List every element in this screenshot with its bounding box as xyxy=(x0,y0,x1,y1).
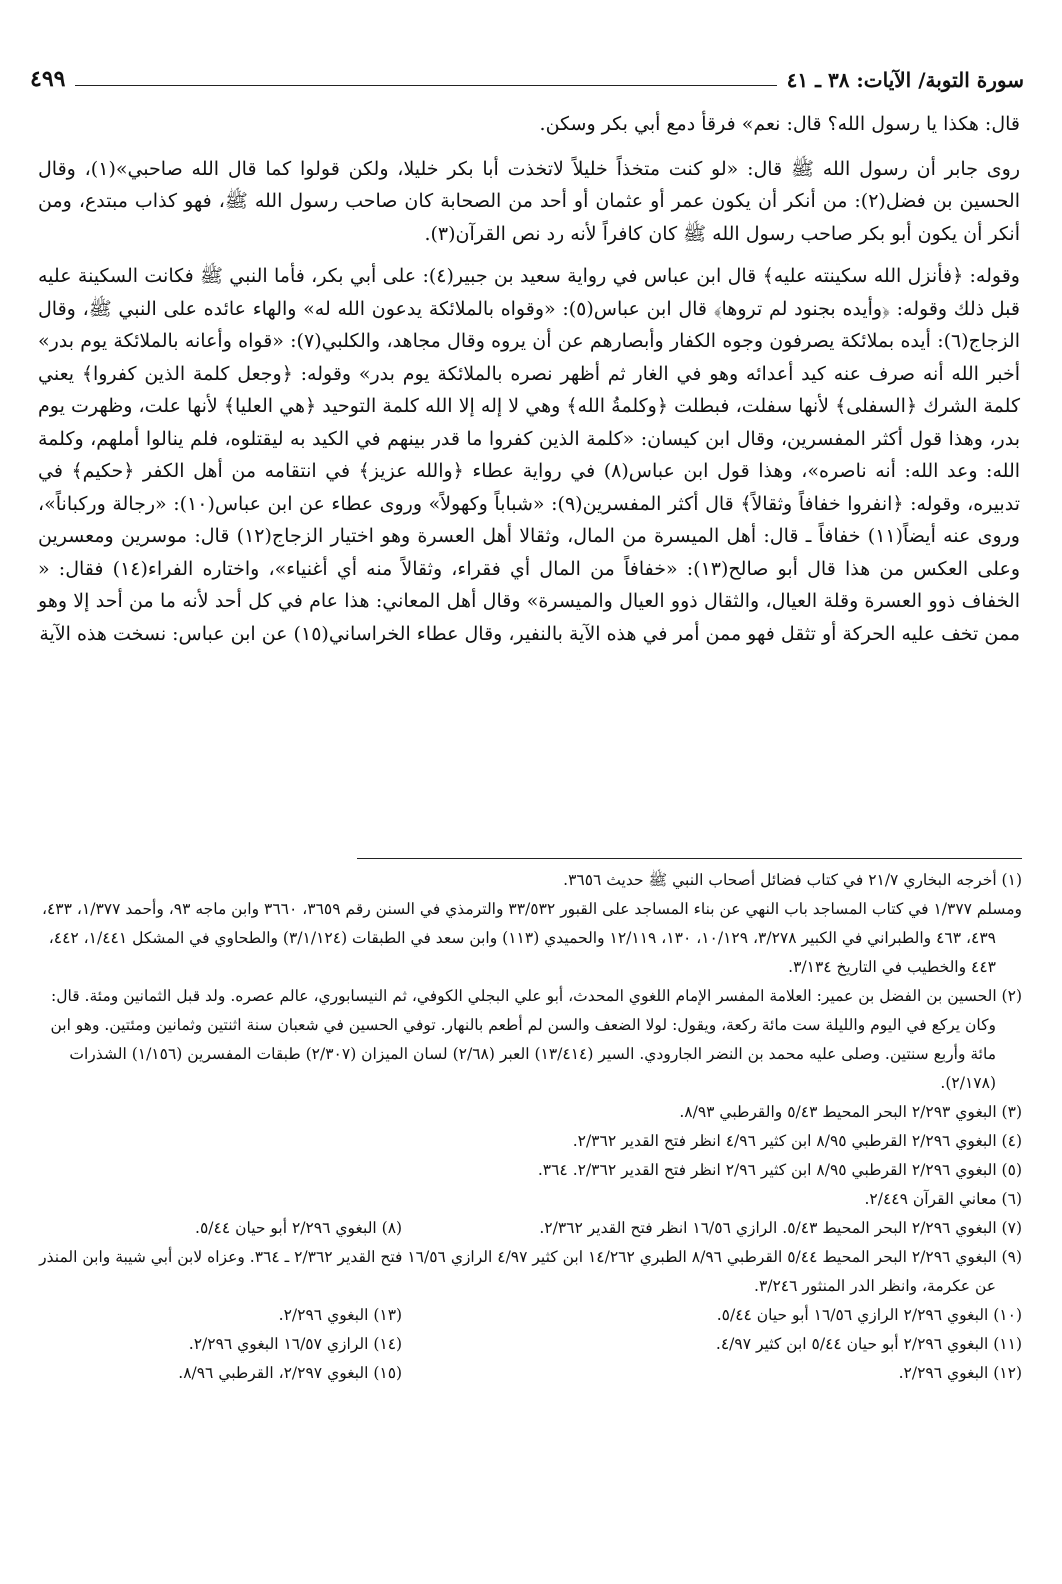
footnote: ومسلم ١/٣٧٧ في كتاب المساجد باب النهي عن بناء المساجد على القبور ٣٣/٥٣٢ والترمذي في السنن رقم ٣٦٥٩، ٣٦٦٠ وابن ماجه ٩٣، وأحمد ١/٣٧٧، ٤٣٣، ٤٣٩، ٤٦٣ والطبراني في الكبير ٣/٢٧٨، ١٠/١٢٩، ١٣٠، ١٢/١١٩ والحميدي (١١٣) وابن سعد في الطبقات (٣/١/١٢٤) والطحاوي في المشكل ١/٤٤١، ٤٤٢، ٤٤٣ والخطيب في التاريخ ٣/١٣٤. xyxy=(41,900,1022,976)
footnote: (٤) البغوي ٢/٢٩٦ القرطبي ٨/٩٥ ابن كثير ٤/٩٦ انظر فتح القدير ٢/٣٦٢. xyxy=(572,1132,1022,1150)
footnote: (٦) معاني القرآن ٢/٤٤٩. xyxy=(864,1190,1022,1208)
footnote: (١١) البغوي ٢/٢٩٦ أبو حيان ٥/٤٤ ابن كثير ٤/٩٧. xyxy=(715,1335,1022,1353)
paragraph: قال: هكذا يا رسول الله؟ قال: نعم» فرقأ دمع أبي بكر وسكن. xyxy=(539,113,1020,135)
footnote: (١٠) البغوي ٢/٢٩٦ الرازي ١٦/٥٦ أبو حيان ٥/٤٤. xyxy=(716,1306,1022,1324)
footnote: (٧) البغوي ٢/٢٩٦ البحر المحيط ٥/٤٣. الرازي ١٦/٥٦ انظر فتح القدير ٢/٣٦٢. xyxy=(539,1219,1022,1237)
footnote: (٣) البغوي ٢/٢٩٣ البحر المحيط ٥/٤٣ والقرطبي ٨/٩٣. xyxy=(679,1103,1022,1121)
footnote-separator xyxy=(357,858,1022,859)
header-rule xyxy=(75,85,776,86)
footnote-row xyxy=(38,1359,1022,1388)
paragraph: وقوله: ﴿فأنزل الله سكينته عليه﴾ قال ابن عباس في رواية سعيد بن جبير(٤): على أبي بكر، فأما النبي ﷺ فكانت السكينة عليه قبل ذلك وقوله: ﴿وأيده بجنود لم تروها﴾ قال ابن عباس(٥): «وقواه بالملائكة يدعون الله له» والهاء عائده على النبي ﷺ، وقال الزجاج(٦): أيده بملائكة يصرفون وجوه الكفار وأبصارهم عن أن يروه وقال مجاهد، والكلبي(٧): «قواه وأعانه بالملائكة يوم بدر» أخبر الله أنه صرف عنه كيد أعدائه وهو في الغار ثم أظهر نصره بالملائكة يوم بدر» وقوله: ﴿وجعل كلمة الذين كفروا﴾ يعني كلمة الشرك ﴿السفلى﴾ لأنها سفلت، فبطلت ﴿وكلمةُ الله﴾ وهي لا إله إلا الله كلمة التوحيد ﴿هي العليا﴾ لأنها علت، وظهرت يوم بدر، وهذا قول أكثر المفسرين، وقال ابن كيسان: «كلمة الذين كفروا ما قدر بينهم في الكيد به ليقتلوه، فلم ينالوا أملهم، وكلمة الله: وعد الله: أنه ناصره»، وهذا قول ابن عباس(٨) في رواية عطاء ﴿والله عزيز﴾ في انتقامه من أهل الكفر ﴿حكيم﴾ في تدبيره، وقوله: ﴿انفروا خفافاً وثقالاً﴾ قال أكثر المفسرين(٩): «شباباً وكهولاً» وروى عطاء عن ابن عباس(١٠): «رجالة وركباناً»، وروى عنه أيضاً(١١) خفافاً ـ قال: أهل الميسرة من المال، وثقالا أهل العسرة وهو اختيار الزجاج(١٢) قال: موسرين ومعسرين وعلى العكس من هذا قال أبو صالح(١٣): «خفافاً من المال أي فقراء، وثقالاً منه أي أغنياء»، واختاره الفراء(١٤) فقال: « الخفاف ذوو العسرة وقلة العيال، والثقال ذوو العيال والميسرة» وقال أهل المعاني: هذا عام في كل أحد لأنه ما من أحد إلا وهو ممن تخف عليه الحركة أو تثقل فهو ممن أمر في هذه الآية بالنفير، وقال عطاء الخراساني(١٥) عن ابن عباس: نسخت هذه الآية xyxy=(38,265,1021,645)
footnote: (٥) البغوي ٢/٢٩٦ القرطبي ٨/٩٥ ابن كثير ٢/٩٦ انظر فتح القدير ٢/٣٦٢. ٣٦٤. xyxy=(537,1161,1022,1179)
page-number: ٤٩٩ xyxy=(30,66,66,92)
footnote: (٩) البغوي ٢/٢٩٦ البحر المحيط ٥/٤٤ القرطبي ٨/٩٦ الطبري ١٤/٢٦٢ ابن كثير ٤/٩٧ الرازي ١٦/٥٦ فتح القدير ٢/٣٦٢ ـ ٣٦٤. وعزاه لابن أبي شيبة وابن المنذر عن عكرمة، وانظر الدر المنثور ٣/٢٤٦. xyxy=(39,1248,1022,1295)
page-header xyxy=(30,58,1024,98)
footnote-row xyxy=(38,1214,1022,1243)
footnote: (٢) الحسين بن الفضل بن عمير: العلامة المفسر الإمام اللغوي المحدث، أبو علي البجلي الكوفي، ثم النيسابوري، عالم عصره. ولد قبل الثمانين ومئة. قال: وكان يركع في اليوم والليلة ست مائة ركعة، ويقول: لولا الضعف والسن لم أطعم بالنهار. توفي الحسين في شعبان سنة اثنتين وثمانين ومئتين. وهو ابن مائة وأربع سنتين. وصلى عليه محمد بن النضر الجارودي. السير (١٣/٤١٤) العبر (٢/٦٨) لسان الميزان (٢/٣٠٧) طبقات المفسرين (١/١٥٦) الشذرات (٢/١٧٨). xyxy=(50,987,1022,1092)
footnote: (١٥) البغوي ٢/٢٩٧، القرطبي ٨/٩٦. xyxy=(178,1364,403,1382)
running-title: سورة التوبة/ الآيات: ٣٨ ـ ٤١ xyxy=(786,68,1024,92)
footnote-row xyxy=(38,1330,1022,1359)
footnote-row xyxy=(38,1301,1022,1330)
footnote: (١٤) الرازي ١٦/٥٧ البغوي ٢/٢٩٦. xyxy=(188,1335,403,1353)
footnote: (١) أخرجه البخاري ٢١/٧ في كتاب فضائل أصحاب النبي ﷺ حديث ٣٦٥٦. xyxy=(563,871,1022,889)
footnote: (٨) البغوي ٢/٢٩٦ أبو حيان ٥/٤٤. xyxy=(195,1219,403,1237)
paragraph: روى جابر أن رسول الله ﷺ قال: «لو كنت متخذاً خليلاً لاتخذت أبا بكر خليلا، ولكن قولوا كما قال الله صاحبي»(١)، وقال الحسين بن فضل(٢): من أنكر أن يكون عمر أو عثمان أو أحد من الصحابة كان صاحب رسول الله ﷺ، فهو كذاب مبتدع، ومن أنكر أن يكون أبو بكر صاحب رسول الله ﷺ كان كافراً لأنه رد نص القرآن(٣). xyxy=(38,157,1020,245)
main-text xyxy=(38,108,1020,660)
footnote: (١٣) البغوي ٢/٢٩٦. xyxy=(278,1306,403,1324)
footnote: (١٢) البغوي ٢/٢٩٦. xyxy=(898,1364,1022,1382)
footnotes xyxy=(38,866,1022,1388)
